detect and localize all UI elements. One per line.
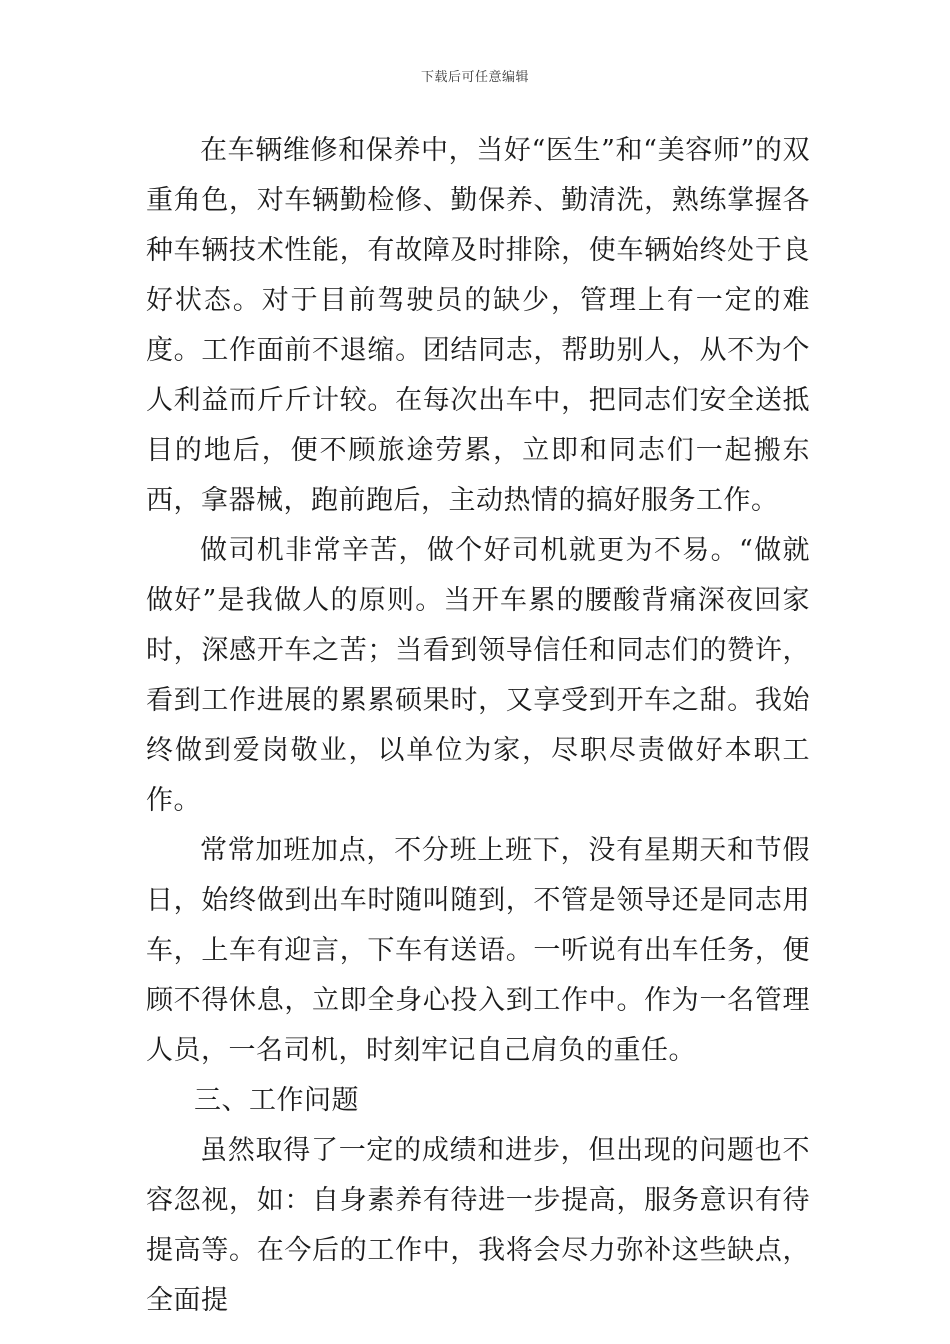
page-header: 下载后可任意编辑 — [420, 70, 529, 85]
paragraph-vehicle-maintenance: 在车辆维修和保养中，当好“医生”和“美容师”的双重角色，对车辆勤检修、勤保养、勤清洗，熟练掌握各种车辆技术性能，有故障及时排除，使车辆始终处于良好状态。对于目前驾驶员的缺少，管理上有一定的难度。工作面前不退缩。团结同志，帮助别人，从不为个人利益而斤斤计较。在每次出车中，把同志们安全送抵目的地后，便不顾旅途劳累，立即和同志们一起搬东西，拿器械，跑前跑后，主动热情的搞好服务工作。 — [146, 135, 810, 516]
paragraph-overtime: 常常加班加点，不分班上班下，没有星期天和节假日，始终做到出车时随叫随到，不管是领导还是同志用车，上车有迎言，下车有送语。一听说有出车任务，便顾不得休息，立即全身心投入到工作中。作为一名管理人员，一名司机，时刻牢记自己肩负的重任。 — [146, 835, 810, 1066]
document-body — [146, 126, 810, 1326]
paragraph-issues: 虽然取得了一定的成绩和进步，但出现的问题也不容忽视，如：自身素养有待进一步提高，服务意识有待提高等。在今后的工作中，我将会尽力弥补这些缺点，全面提 — [146, 1135, 810, 1316]
paragraph-driver-hardship: 做司机非常辛苦，做个好司机就更为不易。“做就做好”是我做人的原则。当开车累的腰酸背痛深夜回家时，深感开车之苦；当看到领导信任和同志们的赞许，看到工作进展的累累硕果时，又享受到开车之甜。我始终做到爱岗敬业，以单位为家，尽职尽责做好本职工作。 — [146, 535, 810, 816]
section-heading-work-issues: 三、工作问题 — [194, 1085, 359, 1116]
